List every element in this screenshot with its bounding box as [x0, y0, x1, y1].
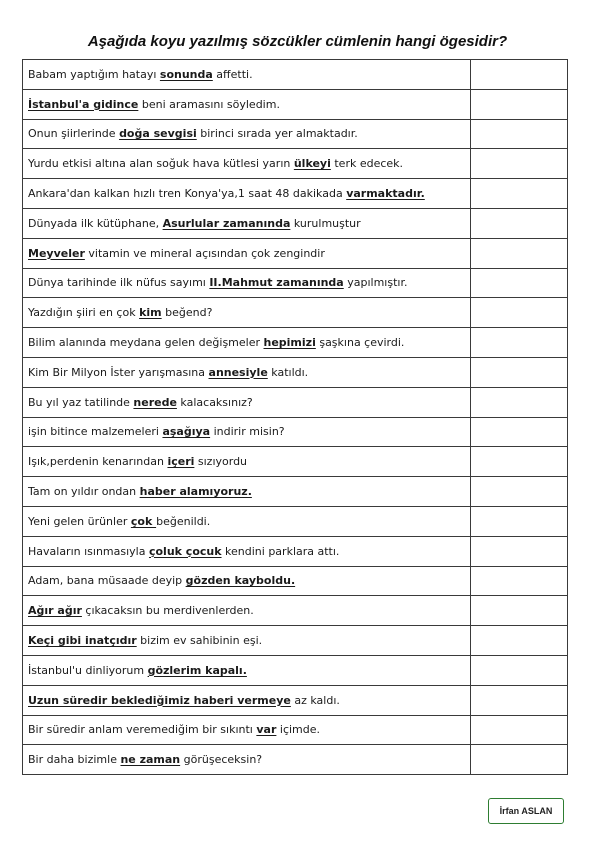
question-sentence: [23, 357, 471, 387]
sentence-text: işin bitince malzemeleri: [28, 425, 163, 439]
sentence-text: kurulmuştur: [290, 216, 361, 230]
question-sentence: [23, 715, 471, 745]
sentence-text: Tam on yıldır ondan: [28, 485, 140, 499]
sentence-text: Bu yıl yaz tatilinde: [28, 395, 134, 409]
answer-cell[interactable]: [471, 387, 568, 417]
question-row: [23, 596, 568, 626]
highlighted-word: çok: [130, 514, 157, 528]
answer-cell[interactable]: [471, 655, 568, 685]
question-sentence: [23, 89, 471, 119]
sentence-text: az kaldı.: [290, 693, 340, 707]
highlighted-word: II.Mahmut zamanında: [209, 276, 344, 290]
answer-cell[interactable]: [471, 506, 568, 536]
sentence-text: Ankara'dan kalkan hızlı tren Konya'ya,1 saat 48 dakikada: [28, 187, 347, 201]
sentence-text: İstanbul'u dinliyorum: [28, 663, 148, 677]
page-title: Aşağıda koyu yazılmış sözcükler cümlenin hangi ögesidir?: [87, 33, 508, 50]
highlighted-word: aşağıya: [162, 425, 211, 439]
question-row: [23, 179, 568, 209]
question-sentence: [23, 566, 471, 596]
question-sentence: [23, 149, 471, 179]
answer-cell[interactable]: [471, 357, 568, 387]
answer-cell[interactable]: [471, 566, 568, 596]
question-sentence: [23, 179, 471, 209]
sentence-text: kendini parklara attı.: [221, 544, 340, 558]
sentence-text: Işık,perdenin kenarından: [28, 455, 168, 469]
sentence-text: Kim Bir Milyon İster yarışmasına: [28, 365, 209, 379]
question-sentence: [23, 477, 471, 507]
author-stamp: İrfan ASLAN: [488, 798, 564, 824]
question-row: [23, 208, 568, 238]
question-sentence: [23, 417, 471, 447]
question-row: [23, 447, 568, 477]
highlighted-word: gözden kayboldu.: [185, 574, 296, 588]
answer-cell[interactable]: [471, 238, 568, 268]
answer-cell[interactable]: [471, 447, 568, 477]
sentence-text: Yazdığın şiiri en çok: [28, 306, 140, 320]
highlighted-word: doğa sevgisi: [119, 127, 197, 141]
question-row: [23, 536, 568, 566]
sentence-text: indirir misin?: [210, 425, 285, 439]
sentence-text: affetti.: [212, 67, 253, 81]
highlighted-word: nerede: [133, 395, 177, 409]
sentence-text: beğenildi.: [156, 514, 211, 528]
highlighted-word: sonunda: [159, 67, 213, 81]
sentence-text: Dünyada ilk kütüphane,: [28, 216, 163, 230]
sentence-text: Adam, bana müsaade deyip: [28, 574, 186, 588]
sentence-text: çıkacaksın bu merdivenlerden.: [81, 604, 254, 618]
question-row: [23, 745, 568, 775]
question-sentence: [23, 536, 471, 566]
question-sentence: [23, 268, 471, 298]
sentence-text: Babam yaptığım hatayı: [28, 67, 160, 81]
sentence-text: Dünya tarihinde ilk nüfus sayımı: [28, 276, 210, 290]
sentence-text: Yeni gelen ürünler: [28, 514, 131, 528]
highlighted-word: var: [256, 723, 277, 737]
highlighted-word: çoluk çocuk: [148, 544, 222, 558]
answer-cell[interactable]: [471, 328, 568, 358]
answer-cell[interactable]: [471, 596, 568, 626]
highlighted-word: İstanbul'a gidince: [28, 97, 139, 111]
highlighted-word: Keçi gibi inatçıdır: [28, 634, 137, 648]
question-sentence: [23, 685, 471, 715]
question-row: [23, 149, 568, 179]
question-table: [22, 59, 568, 775]
answer-cell[interactable]: [471, 149, 568, 179]
sentence-text: terk edecek.: [330, 157, 404, 171]
question-sentence: [23, 655, 471, 685]
highlighted-word: Uzun süredir beklediğimiz haberi vermeye: [28, 693, 291, 707]
sentence-text: Bir süredir anlam veremediğim bir sıkıntı: [28, 723, 257, 737]
answer-cell[interactable]: [471, 268, 568, 298]
question-row: [23, 655, 568, 685]
sentence-text: bizim ev sahibinin eşi.: [136, 634, 263, 648]
question-sentence: [23, 60, 471, 90]
answer-cell[interactable]: [471, 119, 568, 149]
question-sentence: [23, 238, 471, 268]
question-sentence: [23, 328, 471, 358]
sentence-text: kalacaksınız?: [176, 395, 253, 409]
question-row: [23, 60, 568, 90]
question-sentence: [23, 626, 471, 656]
question-row: [23, 506, 568, 536]
question-row: [23, 268, 568, 298]
highlighted-word: Ağır ağır: [28, 604, 82, 618]
highlighted-word: ne zaman: [120, 753, 181, 767]
question-row: [23, 626, 568, 656]
question-sentence: [23, 298, 471, 328]
question-row: [23, 387, 568, 417]
sentence-text: beni aramasını söyledim.: [138, 97, 280, 111]
answer-cell[interactable]: [471, 715, 568, 745]
question-sentence: [23, 506, 471, 536]
question-row: [23, 685, 568, 715]
question-sentence: [23, 387, 471, 417]
question-row: [23, 417, 568, 447]
sentence-text: içimde.: [276, 723, 321, 737]
question-sentence: [23, 745, 471, 775]
highlighted-word: kim: [139, 306, 162, 320]
question-sentence: [23, 596, 471, 626]
sentence-text: Bir daha bizimle: [28, 753, 121, 767]
sentence-text: beğend?: [161, 306, 213, 320]
highlighted-word: annesiyle: [208, 365, 268, 379]
answer-cell[interactable]: [471, 626, 568, 656]
highlighted-word: Asurlular zamanında: [162, 216, 291, 230]
highlighted-word: varmaktadır.: [346, 187, 425, 201]
question-row: [23, 298, 568, 328]
highlighted-word: Meyveler: [28, 246, 85, 260]
sentence-text: sızıyordu: [194, 455, 248, 469]
answer-cell[interactable]: [471, 536, 568, 566]
question-row: [23, 715, 568, 745]
question-row: [23, 238, 568, 268]
answer-cell[interactable]: [471, 208, 568, 238]
highlighted-word: hepimizi: [263, 336, 316, 350]
question-sentence: [23, 208, 471, 238]
question-sentence: [23, 119, 471, 149]
sentence-text: katıldı.: [267, 365, 309, 379]
answer-cell[interactable]: [471, 417, 568, 447]
question-row: [23, 89, 568, 119]
sentence-text: Onun şiirlerinde: [28, 127, 120, 141]
sentence-text: Havaların ısınmasıyla: [28, 544, 149, 558]
answer-cell[interactable]: [471, 745, 568, 775]
question-row: [23, 477, 568, 507]
question-row: [23, 566, 568, 596]
sentence-text: yapılmıştır.: [343, 276, 408, 290]
answer-cell[interactable]: [471, 60, 568, 90]
sentence-text: görüşeceksin?: [180, 753, 263, 767]
answer-cell[interactable]: [471, 477, 568, 507]
highlighted-word: ülkeyi: [293, 157, 331, 171]
sentence-text: vitamin ve mineral açısından çok zengindir: [84, 246, 325, 260]
highlighted-word: haber alamıyoruz.: [139, 485, 252, 499]
sentence-text: Yurdu etkisi altına alan soğuk hava kütlesi yarın: [28, 157, 294, 171]
question-row: [23, 328, 568, 358]
answer-cell[interactable]: [471, 179, 568, 209]
question-sentence: [23, 447, 471, 477]
highlighted-word: içeri: [167, 455, 195, 469]
sentence-text: şaşkına çevirdi.: [315, 336, 405, 350]
sentence-text: birinci sırada yer almaktadır.: [196, 127, 358, 141]
highlighted-word: gözlerim kapalı.: [147, 663, 247, 677]
answer-cell[interactable]: [471, 685, 568, 715]
sentence-text: Bilim alanında meydana gelen değişmeler: [28, 336, 264, 350]
question-row: [23, 357, 568, 387]
question-row: [23, 119, 568, 149]
answer-cell[interactable]: [471, 89, 568, 119]
answer-cell[interactable]: [471, 298, 568, 328]
